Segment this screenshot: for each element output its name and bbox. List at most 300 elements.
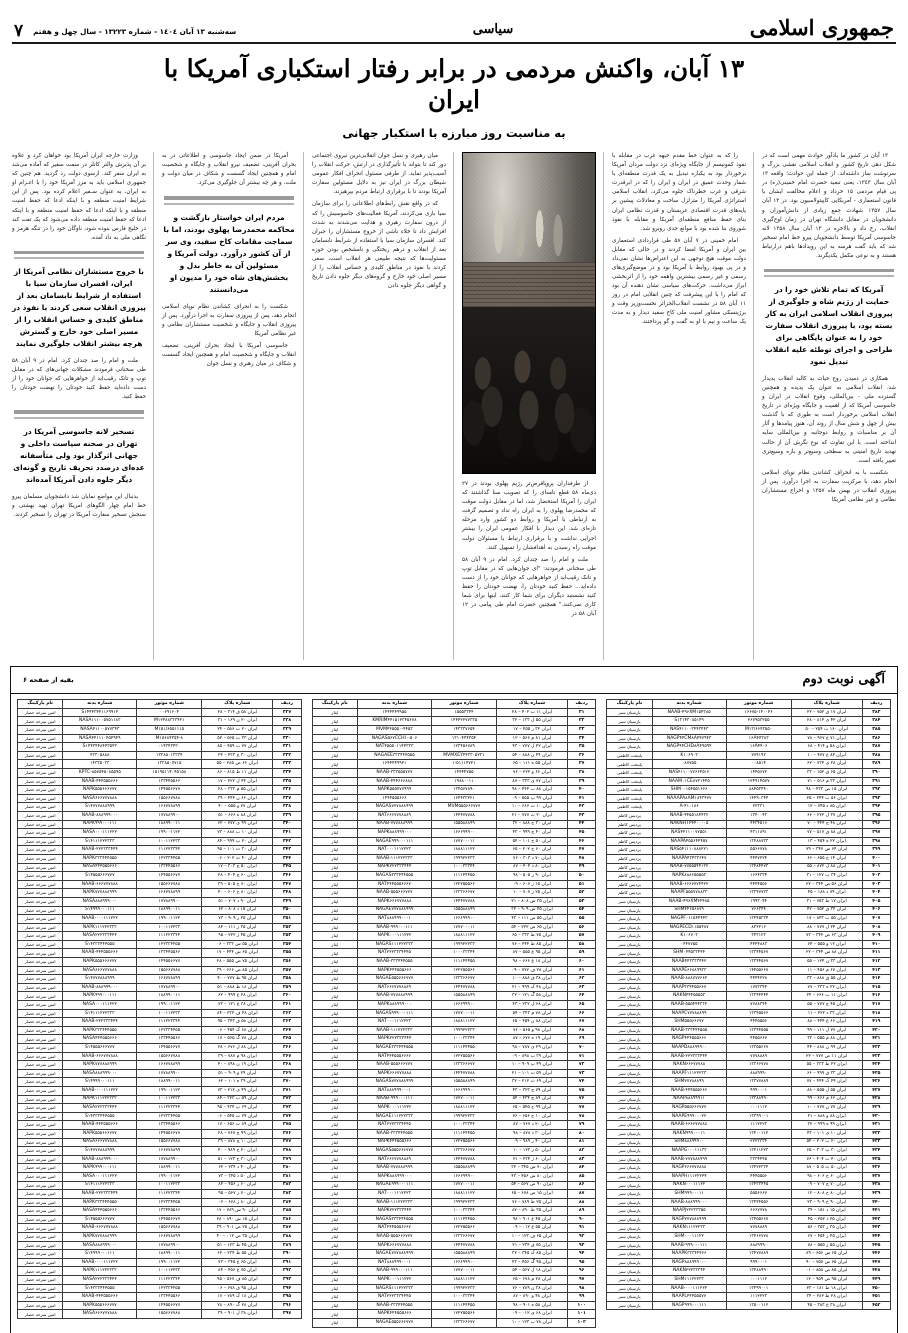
table-cell: امین سرخه حصار	[17, 769, 62, 778]
table-cell: ۷۳	[567, 1069, 595, 1078]
table-row	[312, 949, 596, 958]
table-cell: ایران ۸۱ م ۵۶۶ – ۱۲	[497, 734, 568, 743]
table-cell: پارسیان سبز	[607, 975, 652, 984]
table-cell: ۴۲۵	[862, 1069, 890, 1078]
table-cell: ۱۸۸۹۹۰۰۱۱	[137, 992, 202, 1001]
table-cell: پردیس کاظم	[607, 846, 652, 855]
table-cell: NAT۰۰۰۱۱۱۲۲۲۳	[358, 1190, 432, 1199]
table-cell: ایران ۸۲ ع ۴۷۷ – ۱۰	[791, 751, 862, 760]
table-cell: ایران ۲۰ ب ۲۰۲ – ۵۴	[791, 1138, 862, 1147]
table-cell: ایران ۸۵ د ۷۴۵ – ۱۲	[791, 803, 862, 812]
table-cell: امین سرخه حصار	[17, 794, 62, 803]
table-row	[17, 1241, 301, 1250]
table-cell: NAAB-۸۸۸۷۷۷۶۶۲	[652, 975, 726, 984]
table-row	[607, 915, 891, 924]
table-cell: ۵۵۵۶۶۶۷	[726, 1190, 791, 1199]
table-cell: ۱۳۴۵۵۶۶۷	[726, 1215, 791, 1224]
table-cell: ایثار	[312, 1267, 357, 1276]
table-cell: NAGP۴۴CM۸A۴۴۷۹۴۳	[652, 734, 726, 743]
table-cell: ایران ۲۰ پ ۹۹۹ – ۸۴	[202, 837, 273, 846]
table-cell: ایثار	[312, 794, 357, 803]
table-row	[607, 1276, 891, 1285]
table-cell: ۳۸۲	[273, 1181, 301, 1190]
table-cell: ایران ۶۶ و ۲۲۲ – ۷۶	[497, 769, 568, 778]
table-row	[17, 983, 301, 992]
paragraph: جاسوسی آمریکا با ایجاد بحران آفرینی، تضعیف انقلاب و جایگاه و شخصیت امام و همچنین ایجاد گسست و شکاف در میان رهبری و نسل جوان	[162, 343, 296, 368]
table-cell: ۱۳۳۴۴۵۵۶۶	[137, 863, 202, 872]
table-cell: ۴۳۳۰۵۸۸۸	[63, 751, 137, 760]
table-cell: پارسیان سبز	[607, 897, 652, 906]
table-row	[312, 1224, 596, 1233]
table-cell: ایران ۷۸ ب ۱۲۳ – ۱۰	[497, 1319, 568, 1328]
table-cell: ایران ۵۸ گ ۱۲۱ – ۳۲	[497, 992, 568, 1001]
table-row	[607, 983, 891, 992]
table-cell: پارسیان سبز	[607, 1293, 652, 1302]
table-cell: امین سرخه حصار	[17, 889, 62, 898]
table-cell: ۹۹۹۰۰۰۱	[726, 1086, 791, 1095]
table-cell: ایثار	[312, 889, 357, 898]
table-cell: ایران ۶۵ ش ۴۴۴ – ۱۷	[202, 949, 273, 958]
table-cell: NAT۴۴۴۵۵۵۶۶۶۷	[358, 1052, 432, 1061]
table-cell: ایران ۱۸ ظ ۸۸۸ – ۵۱	[202, 983, 273, 992]
table-cell: ایران ۳۸ ن ۷۸۹ – ۷۶	[497, 1284, 568, 1293]
table-row	[17, 1147, 301, 1156]
table-cell: ایران ۱۱ ب ۴۰۲ – ۲۸	[497, 708, 568, 717]
table-cell: ۱۱۱۲۲۳۳۴۴	[137, 932, 202, 941]
table-cell: ایران ۵۵ ق ۸۸۸ – ۳۳	[791, 975, 862, 984]
table-cell: S۱۴۷۷۷۸۸۸۹۹۹	[63, 975, 137, 984]
table-cell: ۱۳۴۴۴۵۵۶	[726, 1198, 791, 1207]
table-cell: ۳۳۱	[273, 743, 301, 752]
table-cell: امین سرخه حصار	[17, 932, 62, 941]
table-cell: ۳۵۷	[273, 966, 301, 975]
table-cell: ۳۸۶	[273, 1215, 301, 1224]
table-cell: NAGP۸۸۸۹۹۹۰۰۰	[652, 1258, 726, 1267]
table-cell: پارسیان سبز	[607, 1129, 652, 1138]
table-cell: ایران ۴۰ ر ۹۸۹ – ۰۹	[497, 1138, 568, 1147]
table-cell: ۵۵	[567, 915, 595, 924]
headline-block	[0, 44, 908, 140]
table-cell: امین سرخه حصار	[17, 1147, 62, 1156]
table-cell: ایران ۶۵ ع ۳۴۵ – ۷۳	[202, 1258, 273, 1267]
table-cell: امین سرخه حصار	[17, 1190, 62, 1199]
table-cell: ۱۱۱۲۲۳۳۴۴	[137, 1190, 202, 1199]
table-cell: ایران ۶۳ ص ۳۴۲ – ۷۳	[791, 932, 862, 941]
table-cell: ۳۸۰	[273, 1164, 301, 1173]
table-cell: ایران ۹۰ ر ۵۰۵ – ۹۸	[497, 872, 568, 881]
table-cell: ۱۱۱۲۲۳۳۴۴	[137, 1018, 202, 1027]
table-row	[17, 1250, 301, 1259]
table-cell: ۳۲۹	[273, 726, 301, 735]
table-cell: NAAPE۹۹۹۰۰۰۲۲	[652, 1112, 726, 1121]
table-cell: امین سرخه حصار	[17, 1172, 62, 1181]
table-cell: ۴۳	[567, 811, 595, 820]
table-cell: ۱۳۴۷۷۸۸۹	[726, 1250, 791, 1259]
table-cell: ۴۴۲	[862, 1215, 890, 1224]
table-cell: ۳۸۷	[862, 743, 890, 752]
th-park: نام پارکینگ	[17, 700, 62, 709]
table-cell: ۴۹	[567, 863, 595, 872]
table-cell: ۷۷۷۸۸۸۹	[726, 1224, 791, 1233]
table-cell: پارسیان سبز	[607, 717, 652, 726]
table-cell: NAAAPA۸AM۱۸۴۳۴۷۷	[652, 794, 726, 803]
table-cell: NAGAE۷۷۷۸۸۸۹۹۹	[358, 906, 432, 915]
table-cell: ایران ۸۵ ص ۸۵۸ – ۰۱	[791, 1267, 862, 1276]
table-cell: ایران ۱۵ د ۱۵۱ – ۳۴	[791, 1207, 862, 1216]
table-cell: ۳۹۱	[273, 1258, 301, 1267]
table-cell: ایران ۹۰ خ ۹۰۹ – ۲۳	[791, 1198, 862, 1207]
table-cell: S۱۴۱۱۱۲۲۲۳۳۳	[63, 837, 137, 846]
table-cell: NAAB-۷۷۷۸۸۸۹۹۹	[358, 992, 432, 1001]
table-cell: ۱۱۱۱۴۴۴۵۵	[431, 1044, 496, 1053]
paragraph: که در واقع نقش رابط‌های اطلاعاتی را برای سازمان سیا بازی می‌کردند، آمریکا فعالیت‌های جاسوسیش را که از درون سفارت رهبری و هدایت می‌شدند به شدت افزایش داد تا خلاء ناشی از خروج مستشاران را جبران کند. افسران سازمان سیا با استفاده از شرایط نابسامان بعد از انقلاب و درهم ریختگی و نامشخص بودن حوزه مسئولیت‌ها که نتیجه طبیعی هر انقلاب است، سعی کردند با نفوذ در مناطق کلیدی و حساس انقلاب را از مسیر اصلی خود خارج و گروه‌های دیگر جلوه دادن تاریخ و گواهی دیگر جلوه دادن	[312, 201, 446, 289]
table-cell: امین سرخه حصار	[17, 1215, 62, 1224]
table-cell: ایثار	[312, 975, 357, 984]
table-row	[607, 1086, 891, 1095]
table-row	[17, 880, 301, 889]
table-cell: NAPK۹۹۹۰۰۰۱۱۱	[63, 1164, 137, 1173]
table-cell: ۴۴۴۵۵۵۶	[726, 1018, 791, 1027]
table-cell: ۴۷	[567, 846, 595, 855]
table-cell: ۶۹	[567, 1035, 595, 1044]
table-cell: ۵۳	[567, 897, 595, 906]
table-cell: ۳۷۳	[273, 1104, 301, 1113]
table-cell: ۱۹۹۹۲۲۲۳۳	[431, 1112, 496, 1121]
paragraph: از طرفداران پروپاقرص‌تر رژیم پهلوی بودند در ۲۷ دی‌ماه ۵۸ قطع نامه‌ای را که تصویب سنا گذاشتند که ایران را آمریکا استحضار شد، اما در مقابل دولت موقت که محمدرضا پهلوی را به ایران راه نداد و تصمیم گرفت به ارتباطی با آمریکا و روابط دو کشور وارد مرحله تازه‌ای شد. این دیدار با افکار عمومی ایران را بیشتر اجرایی نداشت و با برقراری ارتباط با مسئولان دولت موقت راه رسیدن به اهدافشان را تسهیل کنند.	[462, 481, 596, 551]
table-cell: ۱۰۰۱۱۲۲۳۳	[137, 1095, 202, 1104]
issue-date-line: سه‌شنبه ۱۳ آبان ۱٤۰٤ - شماره ۱۳۲۲۳ - سال چهل و هفتم	[33, 27, 237, 36]
table-row	[607, 1190, 891, 1199]
table-cell: ۴۱۷	[862, 1001, 890, 1010]
table-row	[17, 760, 301, 769]
table-cell: ایران ۸۰ ش ۴۵۶ – ۴۳	[497, 1172, 568, 1181]
table-cell: NAPK۷۷۷۸۸۸۹۹۹	[63, 1061, 137, 1070]
table-cell: ایثار	[312, 1061, 357, 1070]
table-cell: NAGAE۹۹۹۰۰۰۱۱۱	[358, 837, 432, 846]
table-cell: NAAB-۵۵۵۶۶۶۷۷۷	[358, 1061, 432, 1070]
table-row	[607, 1250, 891, 1259]
table-cell: امین سرخه حصار	[17, 1233, 62, 1242]
table-row	[312, 992, 596, 1001]
table-cell: SHM۹۹۹۰۰۰۱۱	[652, 1190, 726, 1199]
table-cell: NAPK۵۵۵۶۶۶۷۷۷	[63, 958, 137, 967]
table-cell: ۱۰۰۱۱۲۲۳۳	[137, 1267, 202, 1276]
table-cell: S۱۴۹۹۹۰۰۰۱۱۱	[63, 906, 137, 915]
table-row	[17, 966, 301, 975]
table-cell: ایران ۶۶ ع ۴۴۴ – ۸۸	[791, 1018, 862, 1027]
table-cell: ایران ۶۰ خ ۲۰۲ – ۶۵	[497, 846, 568, 855]
table-cell: پارسیان سبز	[607, 983, 652, 992]
table-row	[17, 940, 301, 949]
table-cell: ۷۴	[567, 1078, 595, 1087]
table-cell: ۸۳۲۲۱۶	[726, 923, 791, 932]
table-cell: ۷۷۸۸۳۴۴	[726, 1001, 791, 1010]
article-column-4	[312, 152, 454, 660]
table-row	[607, 897, 891, 906]
table-cell: امین سرخه حصار	[17, 1293, 62, 1302]
table-cell: ۳۶	[567, 751, 595, 760]
table-cell: ایران ۶۹ ث ۲۱۲ – ۳۲	[497, 1078, 568, 1087]
table-cell: NAPK۵۵۵۶۶۶۷۷۷	[63, 786, 137, 795]
table-cell: ۱۱۱۲۲۲۳	[726, 1121, 791, 1130]
table-cell: NAPK۳۳۳۴۴۴۵۵۵	[63, 1026, 137, 1035]
table-cell: ۱۷۷۷۰۰۰۱۱	[431, 1181, 496, 1190]
ads-continued-from: بقیه از صفحه ۶	[23, 675, 74, 684]
table-cell: NAAPF۱۱۱۲۲۲۳۳	[652, 1069, 726, 1078]
table-cell: ایثار	[312, 803, 357, 812]
table-cell: ۳۳۳	[273, 760, 301, 769]
table-cell: ۱۱۱۲۲۳۳۴۴	[137, 1104, 202, 1113]
table-cell: ایثار	[312, 820, 357, 829]
table-cell: NAPK۸۸۸۹۹۹۰۰۰	[358, 1172, 432, 1181]
table-row	[312, 769, 596, 778]
table-cell: ایثار	[312, 1181, 357, 1190]
table-cell: ۲۶۷۹۵۳۲۵۵	[726, 717, 791, 726]
table-cell: NAPK۳۳۳۴۴۴۵۵۵	[63, 854, 137, 863]
table-cell: ۷۶	[567, 1095, 595, 1104]
table-cell: M۱۲۴۸۸۳۳۳۴۲۱	[137, 717, 202, 726]
table-cell: ایران ۲۸ م ۶۷۸ – ۶۵	[497, 1276, 568, 1285]
table-cell: ایثار	[312, 1001, 357, 1010]
table-row	[607, 1207, 891, 1216]
table-row	[312, 820, 596, 829]
table-cell: ۱۰۰۰۳۳۳۴۴	[431, 863, 496, 872]
table-cell: امین سرخه حصار	[17, 1035, 62, 1044]
table-cell: ۱۶۶۴۳۳۴	[726, 872, 791, 881]
table-cell: ایران ۲۵ ذ ۲۵۲ – ۴۵	[791, 1215, 862, 1224]
table-cell: امین سرخه حصار	[17, 1086, 62, 1095]
article-headline: ۱۳ آبان، واکنش مردمی در برابر رفتار استکباری آمریکا با ایران	[163, 54, 745, 114]
table-cell: ۳۳۸	[273, 803, 301, 812]
table-cell: NASA۸۸۸۹۹۹۰۰۰	[63, 1241, 137, 1250]
article-column-2	[612, 152, 754, 660]
table-cell: ۱۶۴۴۳۳۲۲۱	[431, 794, 496, 803]
table-cell: ایثار	[312, 906, 357, 915]
table-cell: SHM۱۱۱۲۲۲۳۳	[652, 1276, 726, 1285]
table-cell: ایثار	[312, 1190, 357, 1199]
table-cell: ۴۴۸	[862, 1267, 890, 1276]
table-cell: NAPK۱۱۱۲۲۲۳۳۳	[63, 1267, 137, 1276]
table-row	[17, 1164, 301, 1173]
table-cell: ایران ۵۸ ق ۳۱۴ – ۲۸	[202, 708, 273, 717]
table-cell: ۱۶۶۷۷۸۸۹۹	[137, 1061, 202, 1070]
table-cell: ایران ۴۸ و ۸۹۰ – ۸۷	[497, 1293, 568, 1302]
table-row	[17, 751, 301, 760]
table-cell: ایران ۳۵ ظ ۸۹۰ – ۸۷	[497, 1207, 568, 1216]
table-row	[17, 1086, 301, 1095]
table-row	[312, 1112, 596, 1121]
table-cell: امین سرخه حصار	[17, 837, 62, 846]
table-cell: NAAPA۴۵۵۶۴۴۴۵۷	[652, 837, 726, 846]
table-row	[17, 1224, 301, 1233]
table-cell: NAT۸۸۸۹۹۹۰۰۰۱	[358, 915, 432, 924]
table-cell: ایران ۵۸ ق ۳۴۳ – ۹۵	[202, 1018, 273, 1027]
table-cell: ایران ۷۵ ش ۷۵۷ – ۹۰	[791, 1258, 862, 1267]
table-cell: ۳۸۸	[273, 1233, 301, 1242]
table-cell: ایران ۵۸ ه ۹۰۱ – ۹۸	[497, 1301, 568, 1310]
table-cell: ۱۳۴۸۸۷۳۳	[726, 837, 791, 846]
table-cell: ایران ۸۵ ض ۶۶۶ – ۳۹	[202, 966, 273, 975]
table-cell: ایران ۲۹ و ۹۰۹ – ۵۱	[202, 1069, 273, 1078]
table-cell: ۳۷۷	[273, 1138, 301, 1147]
table-cell: ایران ۵۶ ص ۳۴۴ – ۲۲	[791, 880, 862, 889]
table-cell: پارسیان سبز	[607, 1069, 652, 1078]
table-cell: ۴۳۱	[862, 1121, 890, 1130]
table-cell: ۱۳۳۴۴۵۵۶۶	[137, 777, 202, 786]
table-cell: ۱۱۱۱۴۴۴۵۵	[431, 1129, 496, 1138]
table-row	[17, 949, 301, 958]
pull-quote: تسخیر لانه جاسوسی آمریکا در تهران در صحنه سیاست داخلی و جهانی اثرگذار بود ولی متأسفانه عده‌ای درصدد تحریف تاریخ و گونه‌ای دیگر جلوه دادن آمریکا آمده‌اند	[13, 426, 145, 484]
table-cell: ۱۴۴۴۴۴۹۹۵۵	[358, 708, 432, 717]
table-row	[607, 760, 891, 769]
table-cell: ایثار	[312, 751, 357, 760]
table-cell: پارسیان سبز	[607, 1121, 652, 1130]
table-cell: ایران ۶۴ س ۳۴۷ – ۷۹	[791, 846, 862, 855]
table-cell: ۱۶۶۶۹۹۹۰۰	[431, 1258, 496, 1267]
table-cell: پایتخت کاظمی	[607, 760, 652, 769]
table-cell: M۱۵۶۸۴۳۵۴-۸	[137, 734, 202, 743]
table-cell: ایران ۵۹ ت ۱۰۱ – ۲۱	[497, 1069, 568, 1078]
table-cell: NAPK۳۳۳۴۴۴۵۵۵	[63, 1198, 137, 1207]
table-cell: ۷۹	[567, 1121, 595, 1130]
table-row	[607, 1215, 891, 1224]
table-row	[607, 1155, 891, 1164]
table-cell: ۳۹۳	[273, 1276, 301, 1285]
table-row	[17, 1001, 301, 1010]
table-row	[312, 803, 596, 812]
table-cell: ۴۲۱	[862, 1035, 890, 1044]
table-cell: ۳۴۰	[273, 820, 301, 829]
table-cell: ۱۰۰۰۳۳۳۴۴	[431, 1035, 496, 1044]
table-row	[17, 1207, 301, 1216]
table-cell: ایران ۱۵ ذ ۸۰۸ – ۶۲	[202, 906, 273, 915]
table-cell: پردیس کاظم	[607, 837, 652, 846]
table-row	[607, 829, 891, 838]
quote-rule-top	[164, 196, 294, 200]
table-cell: ایران ۲۸ ی ۷۳۴ – ۶۲	[791, 760, 862, 769]
table-row	[607, 854, 891, 863]
table-cell: ۳۸۶	[862, 734, 890, 743]
table-cell: ۱۴۴۴۷۷۷۸۸	[431, 1155, 496, 1164]
table-cell: NAAB-۳۳۳۴۴۴۵۵۵	[652, 1026, 726, 1035]
table-cell: پارسیان سبز	[607, 1052, 652, 1061]
section-name: سیاسی	[472, 22, 514, 37]
table-cell: ۱۳۴۰۰۴۳	[726, 811, 791, 820]
table-cell: ۱۰۲	[567, 1319, 595, 1328]
table-cell: ۱۵۱۹۵۱۱۴۰۴۵۱۵۸	[137, 769, 202, 778]
table-cell: ایران ۵۰ ز ۱۲۳ – ۱۰	[497, 1147, 568, 1156]
table-cell: ۱۴۴۵۵۶۶۷۷	[137, 872, 202, 881]
table-cell: K۱۰۶۷۰۳	[652, 932, 726, 941]
table-cell: ۳۹۱	[862, 777, 890, 786]
table-cell: NAAB-۷۷۷۸۸۸۹۹۹	[358, 1164, 432, 1173]
table-cell: ۱۲۲۲۵۵۵۶۶	[431, 1138, 496, 1147]
table-row	[607, 1026, 891, 1035]
table-cell: ایثار	[312, 726, 357, 735]
table-cell: NAGAE۵۵۵۶۶۶۷۷۷	[358, 1319, 432, 1328]
table-row	[17, 1061, 301, 1070]
table-cell: NAAPE۶۶۸۸۹۹۳۳	[652, 966, 726, 975]
table-cell: ایران ۵۵ س ۳۳۳ – ۰۶	[202, 940, 273, 949]
table-cell: ۳۹۶	[273, 1301, 301, 1310]
table-row	[17, 932, 301, 941]
table-cell: ۴۰۰	[862, 854, 890, 863]
table-row	[312, 786, 596, 795]
table-cell: ایران ۶۸ ک ۴۵۴ – ۰۶	[202, 1026, 273, 1035]
table-row	[607, 1078, 891, 1087]
table-cell: ایران ۲۲ ه ۳۳۳ – ۷۷	[791, 983, 862, 992]
table-cell: ایران ۴۴ ل ۲۲۲ – ۱۷	[202, 777, 273, 786]
table-cell: امین سرخه حصار	[17, 1078, 62, 1087]
table-cell: S۱۴۱۱۱۲۲۲۳۳۳	[63, 1009, 137, 1018]
table-row	[312, 1009, 596, 1018]
table-cell: ۱۵۵۵۸۸۸۹۹	[431, 1250, 496, 1259]
table-cell: ایران ۲۸ ف ۷۷۷ – ۰۹	[497, 966, 568, 975]
table-cell: ایران ۶۵ ف ۱۲۳ – ۱۰	[497, 1233, 568, 1242]
paragraph: آمریکا در ضمن ایجاد جاسوسی و اطلاعاتی در به بحران آفرینی، تضعیف نیرو انقلاب و جایگاه و شخصیت امام و همچنین ایجاد گسست و شکاف در میان دولت و ملت، و هر چه بیشتر آن جلوگیری می‌کرد.	[162, 153, 296, 187]
table-cell: پارسیان سبز	[607, 1267, 652, 1276]
table-cell: پردیس کاظم	[607, 811, 652, 820]
table-cell: MVM۴۴۵۵۵۰-۴۴۵۳	[358, 726, 432, 735]
table-row	[312, 1190, 596, 1199]
table-cell: امین سرخه حصار	[17, 734, 62, 743]
table-cell: ۱۴۴۴۷۷۷۸۸	[431, 1069, 496, 1078]
table-row	[607, 726, 891, 735]
table-cell: ۲۷۴۱۹۳	[726, 751, 791, 760]
table-cell: ایران ۴۵ ژ ۲۲۲ – ۹۵	[202, 932, 273, 941]
table-cell: امین سرخه حصار	[17, 863, 62, 872]
table-cell: NAAB-۱۱۱۲۲۲۳۳۳	[358, 1198, 432, 1207]
ads-table	[606, 699, 891, 1310]
table-cell: NAT۲۲۲۳۳۳۴۴۴۵	[358, 949, 432, 958]
table-cell: ۳۴۹	[273, 897, 301, 906]
table-cell: ایثار	[312, 1121, 357, 1130]
table-cell: ۱۳۳۸۵۰۱۳۳۳۴	[137, 751, 202, 760]
table-row	[17, 1233, 301, 1242]
table-cell: ۳۶۶	[273, 1044, 301, 1053]
table-cell: ۳۹۷	[862, 829, 890, 838]
table-cell: ۱۴۴۵۵۶۶۷۷	[137, 1215, 202, 1224]
th-plate: شماره پلاک	[202, 700, 273, 709]
table-cell: ایران ۹۵ ق ۶۷۸ – ۰۶	[202, 1284, 273, 1293]
table-cell: ۱۳۳۴۵۵۶۶	[726, 1009, 791, 1018]
table-cell: ۴۴۴	[862, 1233, 890, 1242]
table-cell: ایران ۳۳ ن ۱۲۴ – ۵۵	[791, 958, 862, 967]
table-cell: ایثار	[312, 769, 357, 778]
table-cell: ۳۴۲	[273, 837, 301, 846]
table-cell: SHM۸۸۸۹۹۹۰۰	[652, 1138, 726, 1147]
table-cell: NAAB-۵۵۵۴۴۴۳۳۲	[652, 1001, 726, 1010]
table-cell: ۶۴	[567, 992, 595, 1001]
ads-tables-grid	[11, 694, 897, 1333]
table-cell: ۴۳۴	[862, 1147, 890, 1156]
table-cell: ایران ۲۸ گ ۸۹۰ – ۲۸	[202, 1301, 273, 1310]
table-cell: ۱۳۳۴۴۵۵۶۶	[137, 949, 202, 958]
table-cell: ۳۸۸	[862, 751, 890, 760]
table-cell: ۳۵۹	[273, 983, 301, 992]
table-cell: ایران ۵۰ ث ۵۰۵ – ۸۷	[791, 1164, 862, 1173]
table-cell: ایثار	[312, 1301, 357, 1310]
table-row	[607, 1069, 891, 1078]
table-cell: S۱۴۷۷۷۸۸۸۹۹۹	[63, 1147, 137, 1156]
table-cell: ۳۸۵	[862, 726, 890, 735]
table-cell: NAPK۲۲۲۳۳۳۴۴۴	[358, 1207, 432, 1216]
table-cell: NAPK۶۶۶۷۷۷۸۸۸	[358, 897, 432, 906]
table-cell: ایران ۷۵ غ ۴۵۶ – ۸۴	[202, 1267, 273, 1276]
table-cell: S۱۴۹۹۹۰۰۰۱۱۱	[63, 1250, 137, 1259]
table-cell: ۴۱۳	[862, 966, 890, 975]
table-row	[17, 769, 301, 778]
